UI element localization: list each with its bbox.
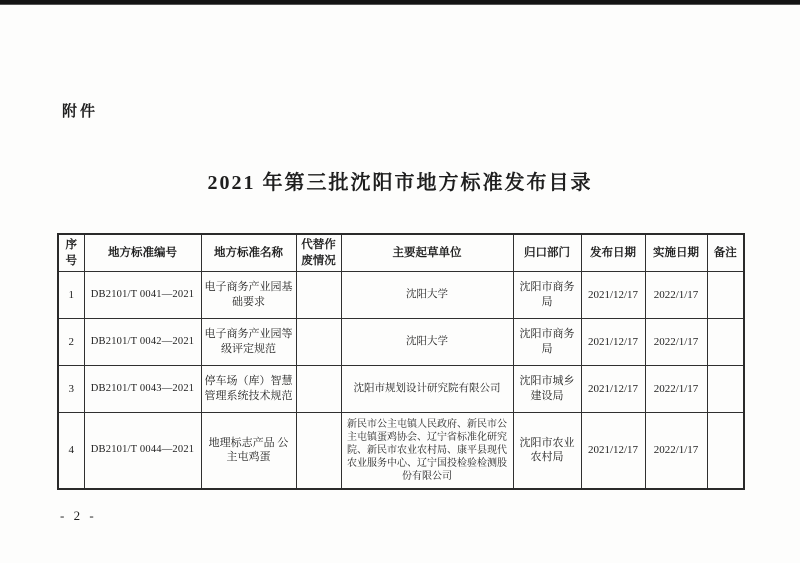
- table-row: [58, 319, 744, 366]
- header-cell-impldate: 实施日期: [645, 234, 707, 272]
- header-cell-no: 序号: [58, 234, 84, 272]
- cell-pub-date: 2021/12/17: [581, 319, 645, 366]
- attachment-label: 附件: [62, 104, 99, 120]
- cell-dept: 沈阳市商务局: [513, 272, 581, 319]
- table-header-row: [58, 234, 744, 272]
- cell-drafter: 沈阳大学: [341, 272, 513, 319]
- cell-standard-code: DB2101/T 0041—2021: [84, 272, 201, 319]
- cell-standard-name: 地理标志产品 公主屯鸡蛋: [201, 413, 296, 489]
- cell-replace-status: [296, 272, 341, 319]
- cell-replace-status: [296, 413, 341, 489]
- header-cell-code: 地方标准编号: [84, 234, 201, 272]
- cell-impl-date: 2022/1/17: [645, 272, 707, 319]
- cell-no: 3: [58, 366, 84, 413]
- header-cell-pubdate: 发布日期: [581, 234, 645, 272]
- cell-note: [707, 272, 744, 319]
- header-cell-note: 备注: [707, 234, 744, 272]
- cell-standard-name: 电子商务产业园基础要求: [201, 272, 296, 319]
- cell-impl-date: 2022/1/17: [645, 366, 707, 413]
- cell-pub-date: 2021/12/17: [581, 413, 645, 489]
- cell-pub-date: 2021/12/17: [581, 366, 645, 413]
- cell-standard-name: 电子商务产业园等级评定规范: [201, 319, 296, 366]
- cell-note: [707, 319, 744, 366]
- table-row: [58, 366, 744, 413]
- cell-pub-date: 2021/12/17: [581, 272, 645, 319]
- cell-replace-status: [296, 319, 341, 366]
- cell-note: [707, 366, 744, 413]
- cell-impl-date: 2022/1/17: [645, 413, 707, 489]
- cell-note: [707, 413, 744, 489]
- cell-no: 4: [58, 413, 84, 489]
- cell-standard-name: 停车场（库）智慧管理系统技术规范: [201, 366, 296, 413]
- cell-drafter: 新民市公主屯镇人民政府、新民市公主屯镇蛋鸡协会、辽宁省标准化研究院、新民市农业农村局、康平县现代农业服务中心、辽宁国投检验检测股份有限公司: [341, 413, 513, 489]
- page-number: - 2 -: [60, 508, 97, 523]
- cell-no: 1: [58, 272, 84, 319]
- page-title: 2021 年第三批沈阳市地方标准发布目录: [207, 172, 593, 194]
- cell-dept: 沈阳市商务局: [513, 319, 581, 366]
- cell-impl-date: 2022/1/17: [645, 319, 707, 366]
- scan-edge-artifact: [0, 0, 800, 5]
- table-row: [58, 272, 744, 319]
- standards-table: [57, 233, 745, 490]
- header-cell-name: 地方标准名称: [201, 234, 296, 272]
- cell-drafter: 沈阳大学: [341, 319, 513, 366]
- cell-standard-code: DB2101/T 0042—2021: [84, 319, 201, 366]
- header-cell-dept: 归口部门: [513, 234, 581, 272]
- cell-standard-code: DB2101/T 0044—2021: [84, 413, 201, 489]
- cell-standard-code: DB2101/T 0043—2021: [84, 366, 201, 413]
- cell-drafter: 沈阳市规划设计研究院有限公司: [341, 366, 513, 413]
- cell-no: 2: [58, 319, 84, 366]
- cell-dept: 沈阳市农业农村局: [513, 413, 581, 489]
- header-cell-drafter: 主要起草单位: [341, 234, 513, 272]
- cell-dept: 沈阳市城乡建设局: [513, 366, 581, 413]
- header-cell-replace: 代替作废情况: [296, 234, 341, 272]
- table-row: [58, 413, 744, 489]
- cell-replace-status: [296, 366, 341, 413]
